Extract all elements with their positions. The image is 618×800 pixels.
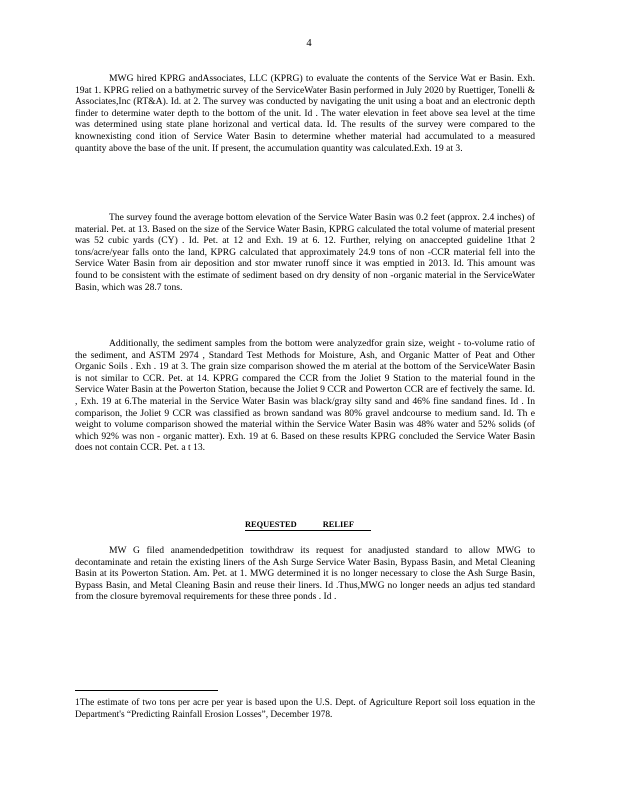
- page-number: 4: [306, 38, 312, 49]
- section-heading-requested-relief: REQUESTED RELIEF: [245, 520, 371, 531]
- paragraph-sediment-analysis: Additionally, the sediment samples from the bottom were analyzedfor grain size, weight - to-volume ratio of the sediment, and ASTM 2974 , Standard Test Methods for Moisture, Ash, and Organic Matter of Peat and Other Organic Soils . Exh . 19 at 3. The grain size comparison showed the m aterial at the bottom of the ServiceWater Basin is not similar to CCR. Pet. at 14. KPRG compared the CCR from the Joliet 9 Station to the material found in the Service Water Basin at the Powerton Station, because the Joliet 9 CCR and Powerton CCR are ef fectively the same. Id. , Exh. 19 at 6.The material in the Service Water Basin was black/gray silty sand and 46% fine sandand fines. Id . In comparison, the Joliet 9 CCR was classified as brown sandand was 80% gravel andcourse to medium sand. Id. Th e weight to volume comparison showed the material within the Service Water Basin was 48% water and 52% solids (of which 92% was non - organic matter). Exh. 19 at 6. Based on these results KPRG concluded the Service Water Basin does not contain CCR. Pet. a t 13.: [75, 338, 535, 454]
- paragraph-survey-evaluation: MWG hired KPRG andAssociates, LLC (KPRG) to evaluate the contents of the Service Wat er Basin. Exh. 19at 1. KPRG relied on a bathymetric survey of the ServiceWater Basin performed in July 2020 by Ruettiger, Tonelli & Associates,Inc (RT&A). Id. at 2. The survey was conducted by navigating the unit using a boat and an electronic depth finder to determine water depth to the bottom of the unit. Id . The water elevation in feet above sea level at the time was determined using state plane horizonal and vertical data. Id. The results of the survey were compared to the knownexisting cond ition of Service Water Basin to determine whether material had accumulated to a measured quantity above the base of the unit. If present, the accumulation quantity was calculated.Exh. 19 at 3.: [75, 73, 535, 154]
- footnote-1: 1The estimate of two tons per acre per year is based upon the U.S. Dept. of Agriculture Report soil loss equation in the Department's “Predicting Rainfall Erosion Losses”, December 1978.: [75, 698, 535, 720]
- paragraph-requested-relief: MW G filed anamendedpetition towithdraw its request for anadjusted standard to allow MWG to decontaminate and retain the existing liners of the Ash Surge Service Water Basin, Bypass Basin, and Metal Cleaning Basin at its Powerton Station. Am. Pet. at 1. MWG determined it is no longer necessary to close the Ash Surge Basin, Bypass Basin, and Metal Cleaning Basin and reuse their liners. Id .Thus,MWG no longer needs an adjus ted standard from the closure byremoval requirements for these three ponds . Id .: [75, 545, 535, 603]
- paragraph-survey-findings: The survey found the average bottom elevation of the Service Water Basin was 0.2 feet (approx. 2.4 inches) of material. Pet. at 13. Based on the size of the Service Water Basin, KPRG calculated the total volume of material present was 52 cubic yards (CY) . Id. Pet. at 12 and Exh. 19 at 6. 12. Further, relying on anaccepted guideline 1that 2 tons/acre/year falls onto the land, KPRG calculated that approximately 24.9 tons of non -CCR material fell into the Service Water Basin from air deposition and stor mwater runoff since it was emptied in 2013. Id. This amount was found to be consistent with the estimate of sediment based on dry density of non -organic material in the ServiceWater Basin, which was 28.7 tons.: [75, 212, 535, 293]
- footnote-separator: [75, 690, 218, 691]
